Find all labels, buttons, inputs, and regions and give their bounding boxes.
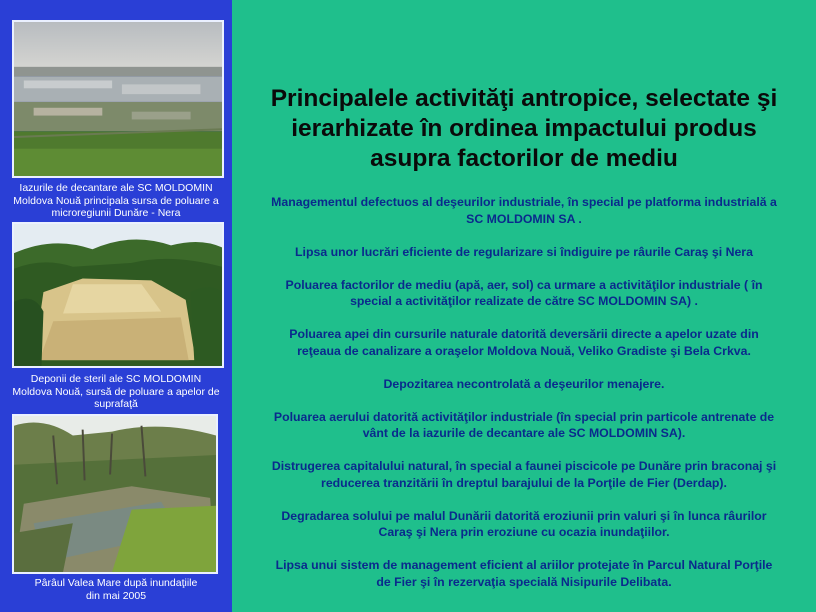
sterile-deposits-photo [12, 222, 224, 368]
activity-line: reţeaua de canalizare a oraşelor Moldova Nouă, Veliko Gradiste şi Bela Crkva. [297, 343, 751, 358]
activity-line: Caraş şi Nera prin eroziune cu ocazia inundaţiilor. [378, 525, 670, 539]
main-panel [232, 0, 816, 612]
activity-line: Poluarea aerului datorită activităţilor industriale (în special prin particole antrenate de [273, 409, 775, 424]
title-line: ierarhizate în ordinea impactului produs [291, 115, 757, 142]
caption-line: Moldova Nouă, sursă de poluare a apelor de [12, 385, 220, 398]
activity-item [232, 508, 816, 541]
caption-line: Moldova Nouă principala sursa de poluare a [13, 194, 219, 207]
valea-mare-stream-photo [12, 414, 218, 574]
sidebar-panel [0, 0, 232, 612]
activity-item [232, 194, 816, 227]
caption-line: din mai 2005 [85, 589, 147, 602]
caption-line: suprafaţă [94, 398, 138, 410]
caption-line: Iazurile de decantare ale SC MOLDOMIN [19, 182, 213, 194]
activity-list [232, 194, 816, 607]
activity-line: Distrugerea capitalului natural, în special a faunei piscicole pe Dunăre prin braconaj şi [271, 459, 777, 473]
activity-item [232, 244, 816, 261]
activity-line: Poluarea apei din cursurile naturale datorită deversării directe a apelor uzate din [289, 327, 759, 341]
activity-line: de Fier şi în rezervaţia specială Nisipurile Delibata. [376, 574, 672, 589]
caption-line: microregiunii Dunăre - Nera [51, 207, 181, 219]
title-line: Principalele activităţi antropice, selectate şi [270, 85, 778, 112]
activity-line: vânt de la iazurile de decantare ale SC MOLDOMIN SA). [362, 426, 686, 440]
activity-item [232, 326, 816, 359]
title-line: asupra factorilor de mediu [370, 145, 678, 172]
photo-caption-tailings [0, 182, 232, 220]
activity-item [232, 409, 816, 442]
activity-line: Poluarea factorilor de mediu (apă, aer, sol) ca urmare a activităţilor industriale ( în [285, 277, 763, 292]
caption-line: Deponii de steril ale SC MOLDOMIN [30, 373, 202, 385]
activity-line: SC MOLDOMIN SA . [466, 211, 582, 226]
activity-line: Managementul defectuos al deşeurilor industriale, în special pe platforma industrială a [271, 195, 777, 209]
activity-line: reducerea tranzitării în dreptul barajului de la Porţile de Fier (Derdap). [321, 475, 727, 490]
caption-line: Pârâul Valea Mare după inundaţiile [34, 577, 198, 589]
tailings-ponds-photo [12, 20, 224, 178]
photo-caption-stream [0, 577, 232, 602]
activity-item [232, 557, 816, 590]
activity-item [232, 376, 816, 393]
slide-title [232, 84, 816, 174]
activity-line: special a activităţilor realizate de către SC MOLDOMIN SA) . [350, 294, 698, 308]
activity-line: Lipsa unui sistem de management eficient al ariilor protejate în Parcul Natural Porţile [275, 558, 773, 572]
photo-caption-deposits [0, 373, 232, 411]
activity-line: Lipsa unor lucrări eficiente de regularizare si îndiguire pe râurile Caraş şi Nera [295, 244, 753, 259]
activity-item [232, 458, 816, 491]
activity-line: Degradarea solului pe malul Dunării datorită eroziunii prin valuri şi în lunca râurilor [281, 508, 767, 523]
activity-item [232, 277, 816, 310]
activity-line: Depozitarea necontrolată a deşeurilor menajere. [383, 376, 665, 391]
